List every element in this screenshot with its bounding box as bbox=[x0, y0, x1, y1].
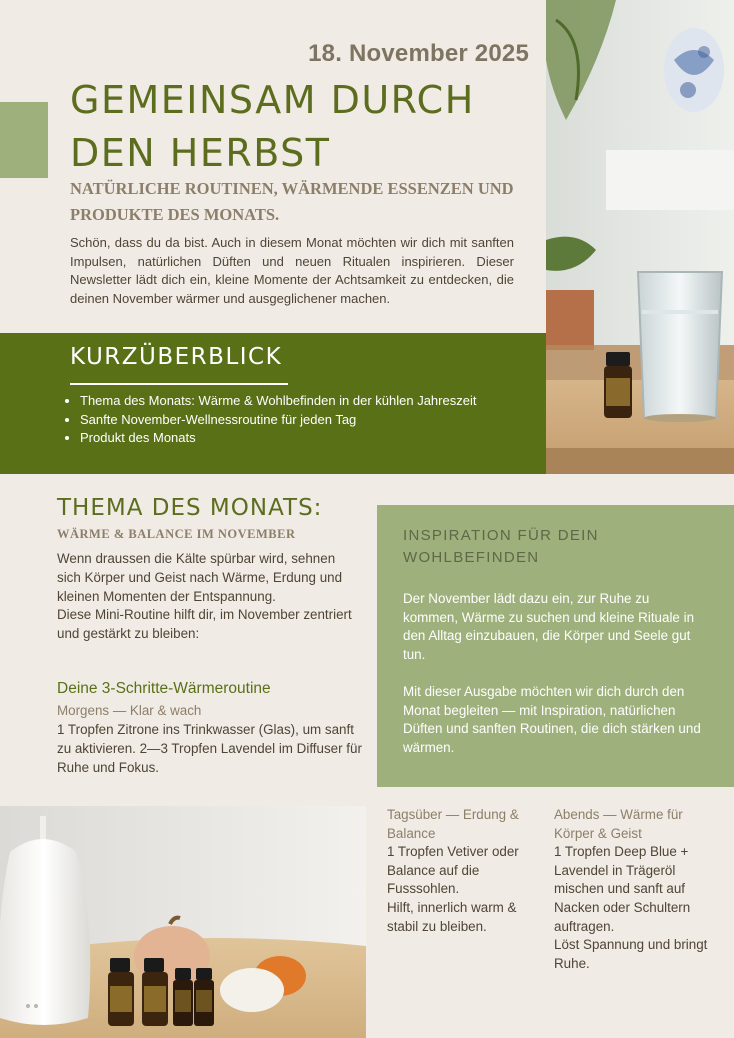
page-subtitle: NATÜRLICHE ROUTINEN, WÄRMENDE ESSENZEN UND PRODUKTE DES MONATS. bbox=[70, 179, 514, 224]
theme-text bbox=[57, 550, 357, 644]
intro-paragraph: Schön, dass du da bist. Auch in diesem Monat möchten wir dich mit sanften Impulsen, natürlichen Düften und neuen Ritualen inspirieren. Dieser Newsletter lädt dich ein, kleine Momente der Achtsamkeit zu entdecken, die deinen November wärmer und ausgeglichener machen. bbox=[70, 235, 514, 306]
overview-title: KURZÜBERBLICK bbox=[70, 344, 283, 370]
overview-item: • Sanfte November-Wellnessroutine für jeden Tag bbox=[80, 411, 550, 430]
routine-title: Deine 3-Schritte-Wärmeroutine bbox=[57, 680, 271, 697]
theme-title: THEMA DES MONATS: bbox=[57, 495, 323, 521]
routine-morning-text: 1 Tropfen Zitrone ins Trinkwasser (Glas), um sanft zu aktivieren. 2—3 Tropfen Lavendel im Diffuser für Ruhe und Fokus. bbox=[57, 722, 362, 775]
routine-evening-column bbox=[554, 806, 726, 973]
oil-bottles bbox=[108, 958, 214, 1026]
routine-evening-heading: Abends — Wärme für Körper & Geist bbox=[554, 807, 683, 841]
overview-list bbox=[62, 392, 550, 448]
accent-block bbox=[0, 102, 48, 178]
theme-subtitle: WÄRME & BALANCE IM NOVEMBER bbox=[57, 527, 296, 541]
glass-and-bottle-photo bbox=[546, 0, 734, 474]
routine-evening-text: 1 Tropfen Deep Blue + Lavendel in Trägeröl mischen und sanft auf Nacken oder Schultern auftragen. bbox=[554, 844, 691, 934]
inspiration-paragraph: Mit dieser Ausgabe möchten wir dich durch den Monat begleiten — mit Inspiration, natürlichen Düften und sanften Routinen, die dich stärken und wärmen. bbox=[403, 683, 701, 755]
overview-divider bbox=[70, 383, 288, 385]
inspiration-title: INSPIRATION FÜR DEIN WOHLBEFINDEN bbox=[403, 527, 599, 566]
photo-illustration bbox=[0, 806, 366, 1038]
page-title: GEMEINSAM DURCH DEN HERBST bbox=[70, 78, 475, 175]
routine-day-column bbox=[387, 806, 539, 936]
routine-day-text: 1 Tropfen Vetiver oder Balance auf die Fusssohlen. bbox=[387, 844, 519, 897]
diffuser-and-pumpkins-photo bbox=[0, 806, 366, 1038]
photo-illustration bbox=[546, 0, 734, 474]
overview-item: • Thema des Monats: Wärme & Wohlbefinden in der kühlen Jahreszeit bbox=[80, 392, 550, 411]
routine-evening-text: Löst Spannung und bringt Ruhe. bbox=[554, 937, 708, 971]
routine-day-text: Hilft, innerlich warm & stabil zu bleiben. bbox=[387, 899, 517, 934]
theme-paragraph: Diese Mini-Routine hilft dir, im November zentriert und gestärkt zu bleiben: bbox=[57, 607, 352, 642]
overview-item: • Produkt des Monats bbox=[80, 429, 550, 448]
routine-day-heading: Tagsüber — Erdung & Balance bbox=[387, 807, 519, 841]
routine-morning-heading: Morgens — Klar & wach bbox=[57, 703, 202, 718]
inspiration-text bbox=[403, 590, 708, 776]
inspiration-paragraph: Der November lädt dazu ein, zur Ruhe zu kommen, Wärme zu suchen und kleine Rituale in den Alltag einzubauen, die Körper und Seele gut tun. bbox=[403, 591, 695, 662]
issue-date: 18. November 2025 bbox=[308, 40, 529, 67]
theme-paragraph: Wenn draussen die Kälte spürbar wird, sehnen sich Körper und Geist nach Wärme, Erdung und kleinen Momenten der Entspannung. bbox=[57, 551, 343, 604]
